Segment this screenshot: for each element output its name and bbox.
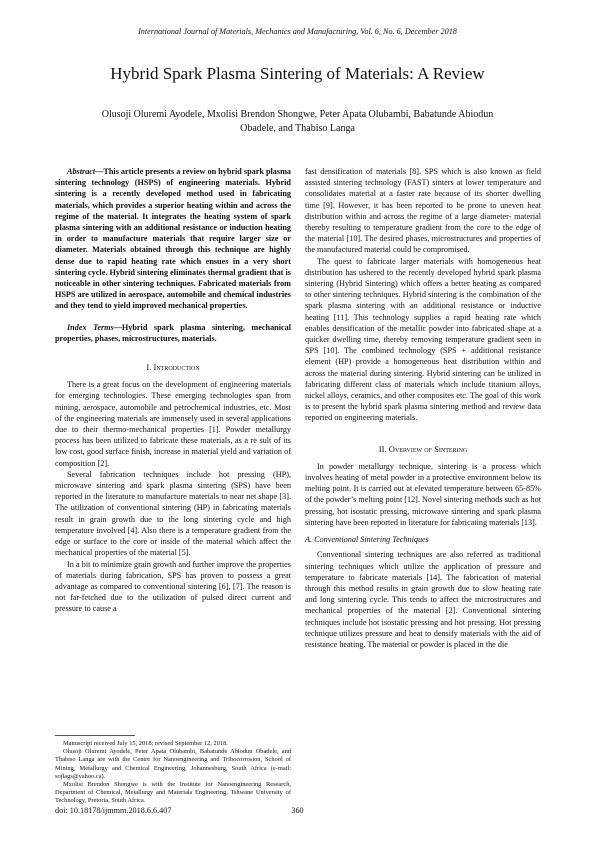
intro-paragraph-3: In a bit to minimize grain growth and further improve the properties of materials during fabrication, SPS has proven to possess a great advantage as compared to conventional sintering [6], [7]. The reason is not far-fetched due to the utilization of pulsed direct current and pressure to cause a (55, 559, 291, 614)
right-paragraph-1: fast densification of materials [8]. SPS which is also known as field assisted sintering technology (FAST) sinters at lower temperature and consolidates material at a faster rate because of its shorter dwelling time [9]. However, it has been reported to be prone to uneven heat distribution within and across the regime of a large diameter- material thereby resulting to temperature gradient from the core to the edge of the material [10]. The desired phases, microstructures and properties of the manufactured material could be compromised. (305, 167, 541, 255)
abstract-text: —This article presents a review on hybrid spark plasma sintering technology (HSPS) of engineering materials. Hybrid sintering is a recently developed method used in fabricating materials, which provides a superior heating within and across the regime of the material. It integrates the heating system of spark plasma sintering with an additional resistance or induction heating in order to manufacture materials that require larger size or diameter. Materials obtained through this technique are highly dense due to rapid heating rate which ensues in a very short sintering cycle. Hybrid sintering eliminates thermal gradient that is noticeable in other sintering techniques. Fabricated materials from HSPS are utilized in aerospace, automobile and chemical industries and they tend to yield improved mechanical properties. (55, 167, 291, 311)
page-number: 360 (291, 806, 304, 815)
index-terms (55, 322, 291, 344)
footnote-affiliation-1: Olusoji Oluremi Ayodele, Peter Apata Olubambi, Babatunde Abiodun Obadele, and Thabiso Langa are with the Centre for Nanoengineering and Tribocorrosion, School of Mining, Metallurgy and Chemical Engineering, Johannesburg, South Africa (e-mail: sojlags@yahoo.ca). (55, 748, 291, 780)
subsection-heading-a: A. Conventional Sintering Techniques (305, 535, 429, 545)
footnote-divider (55, 735, 135, 736)
abstract (55, 166, 291, 312)
intro-paragraph-2: Several fabrication techniques include hot pressing (HP), microwave sintering and spark plasma sintering (SPS) have been reported in the literature to manufacture materials to near net shape [3]. The utilization of conventional sintering (HP) in fabricating materials result in grain growth due to the long sintering cycle and high temperature involved [4]. Also there is a temperature gradient from the edge or surface to the core or inside of the material which affect the mechanical properties of the material [5]. (55, 469, 291, 558)
right-paragraph-2: The quest to fabricate larger materials with homogeneous heat distribution has ushered to the recently developed hybrid spark plasma sintering (Hybrid Sintering) which offers a better heating as compared to other sintering techniques. Hybrid sintering is the combination of the spark plasma sintering with an additional resistance or inductive heating [11]. This technology supplies a rapid heating rate which enables densification of the metallic powder into fabricated shape at a quicker dwelling time, thereby removing temperature gradient seen in SPS [10]. The combined technology (SPS + additional resistance element (HP) provide a homogeneous heat distribution within and across the material during sintering. Hybrid sintering can be utilized in fabricating different class of materials which include titanium alloys, nickel alloys, ceramics, and other composites etc. The goal of this work is to present the hybrid spark plasma sintering method and review data reported on engineering materials. (305, 256, 541, 423)
left-column (55, 166, 291, 615)
authors-line-1: Olusoji Oluremi Ayodele, Mxolisi Brendon Shongwe, Peter Apata Olubambi, Babatunde Abiodun (101, 109, 494, 120)
section-heading-introduction: I. Introduction (146, 362, 200, 373)
doi: doi: 10.18178/ijmmm.2018.6.6.407 (55, 806, 172, 815)
index-terms-label: Index Terms (67, 322, 114, 332)
subsection-a-paragraph-1: Conventional sintering techniques are also referred as traditional sintering techniques which utilize the application of pressure and temperature to fabricate materials [14]. The fabrication of material through this method results in grain growth due to slow heating rate and long sintering cycle. This tends to affect the microstructures and mechanical properties of the material [2]. Conventional sintering techniques include hot isostatic pressing and hot pressing. Hot pressing technique utilizes pressure and heat to densify materials with the aid of resistance heating. The material or powder is placed in the die (305, 550, 541, 649)
authors-line-2: Obadele, and Thabiso Langa (240, 123, 355, 134)
overview-paragraph-1: In powder metallurgy technique, sintering is a process which involves heating of metal powder in a protective environment below its melting point. It is carried out at elevated temperature between 65-85% of the powder’s melting point [12]. Novel sintering methods such as hot pressing, hot isostatic pressing, microwave sintering and spark plasma sintering have been reported in literature for fabricating materials [13]. (305, 461, 541, 527)
intro-paragraph-1: There is a great focus on the development of engineering materials for emerging technologies. These emerging technologies span from mining, aerospace, automobile and petrochemical industries, etc. Most of the engineering materials are immensely used in several applications due to their thermo-mechanical properties [1]. Powder metallurgy process has been utilized to fabricate these materials, as a re sult of its low cost, good surface finish, increase in material yield and variation of composition [2]. (55, 380, 291, 468)
section-heading-overview: II. Overview of Sintering (378, 443, 468, 454)
footnotes (55, 740, 291, 806)
journal-header: International Journal of Materials, Mechanics and Manufacturing, Vol. 6, No. 6, December 2018 (138, 27, 457, 36)
footnote-affiliation-2: Mxolisi Brendon Shongwe is with the Institute for Nanoengineering Research, Department of Chemical, Metallurgy and Materials Engineering, Tshwane University of Technology, Pretoria, South Africa. (55, 781, 291, 805)
right-column (305, 166, 541, 650)
index-terms-text: —Hybrid spark plasma sintering, mechanical properties, phases, microstructures, materials. (55, 322, 291, 343)
paper-title: Hybrid Spark Plasma Sintering of Materials: A Review (110, 64, 485, 83)
abstract-label: Abstract (67, 167, 96, 176)
author-list (60, 108, 535, 136)
footnote-manuscript: Manuscript received July 15, 2018; revised September 12, 2018. (63, 740, 228, 747)
